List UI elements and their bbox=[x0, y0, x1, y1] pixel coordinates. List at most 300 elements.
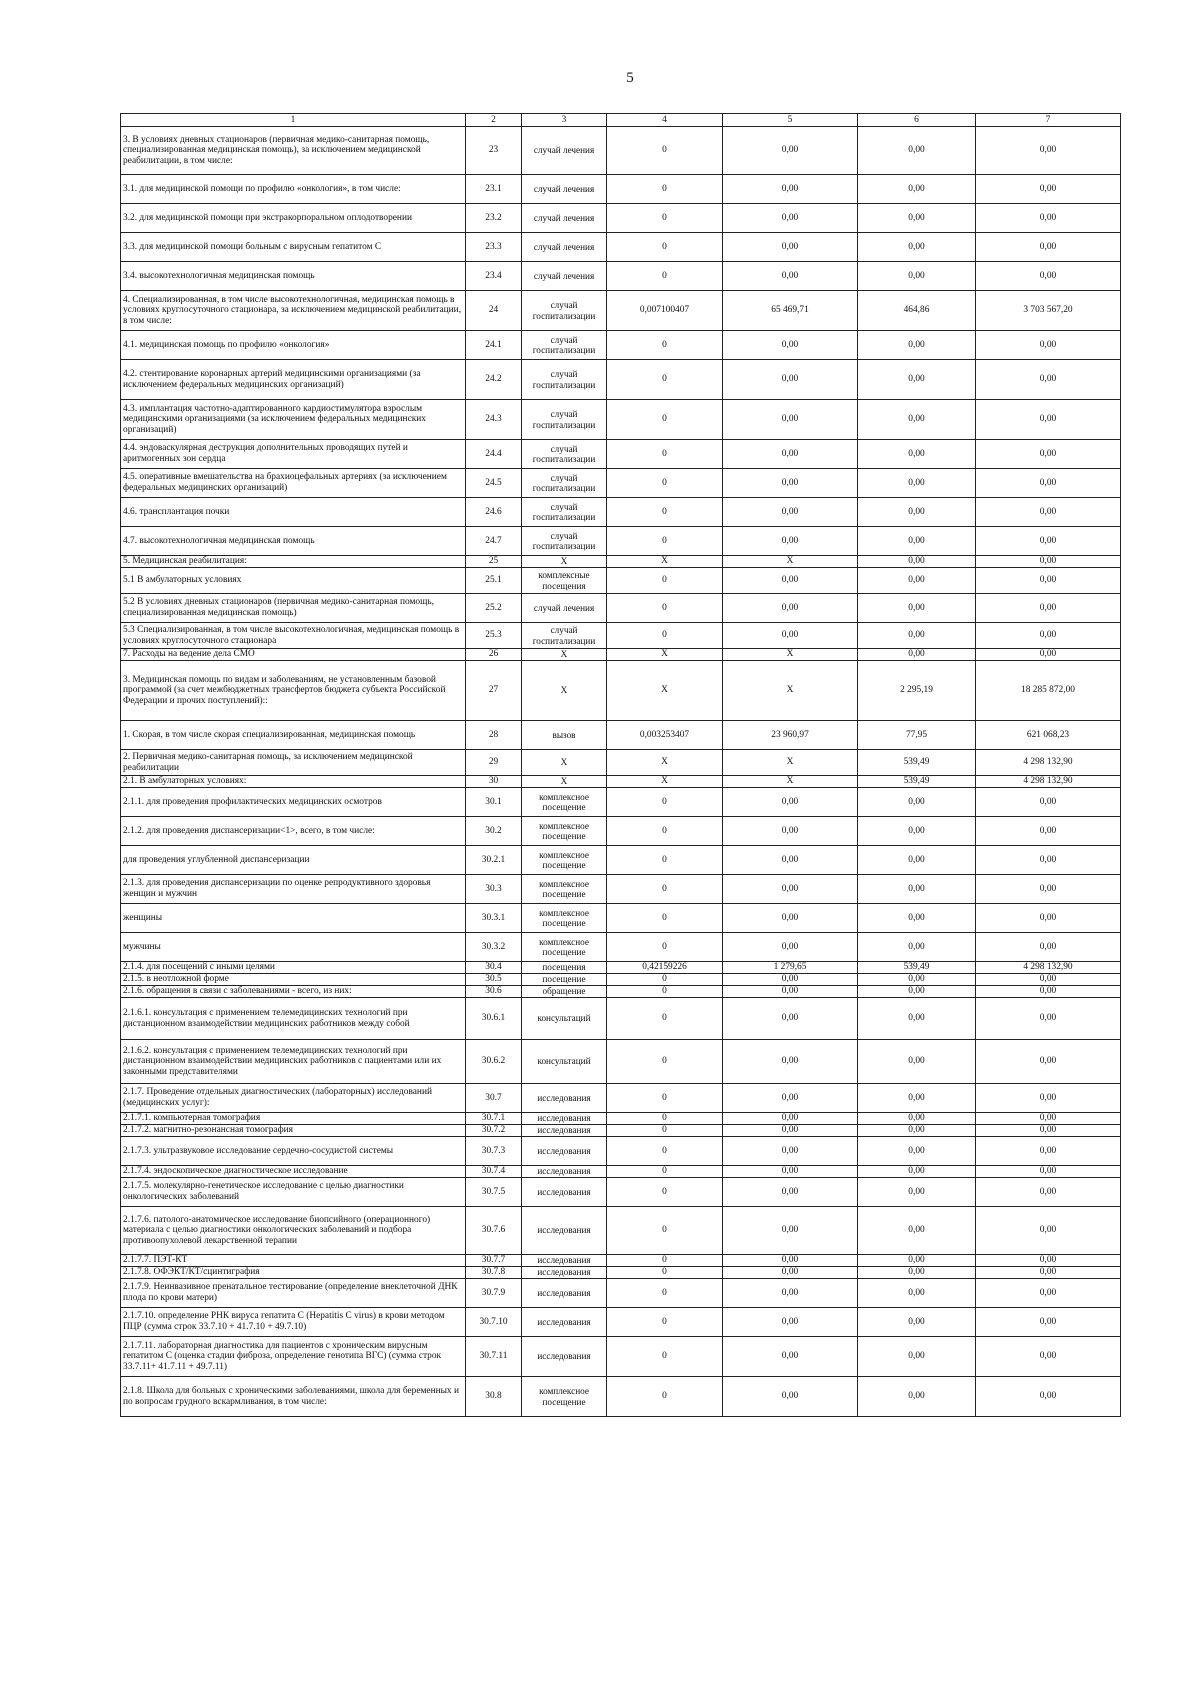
row-col5-cell: 0,00 bbox=[723, 933, 858, 962]
row-code-cell: 30.6 bbox=[466, 986, 522, 998]
row-col5-cell: 0,00 bbox=[723, 1125, 858, 1137]
row-col7-cell: 0,00 bbox=[976, 331, 1121, 360]
row-name-cell: 5.3 Специализированная, в том числе высокотехнологичная, медицинская помощь в условиях круглосуточного стационара bbox=[121, 623, 466, 649]
row-col5-cell: 0,00 bbox=[723, 974, 858, 986]
row-col7-cell: 0,00 bbox=[976, 1267, 1121, 1279]
table-header-row bbox=[121, 114, 1121, 127]
row-unit-cell: случай лечения bbox=[522, 233, 607, 262]
row-col5-cell: 0,00 bbox=[723, 1113, 858, 1125]
row-col5-cell: 0,00 bbox=[723, 1178, 858, 1207]
table-row bbox=[121, 962, 1121, 974]
row-code-cell: 30.6.2 bbox=[466, 1040, 522, 1084]
row-col5-cell: 0,00 bbox=[723, 127, 858, 175]
table-row bbox=[121, 1337, 1121, 1377]
row-col4-cell: 0 bbox=[607, 1178, 723, 1207]
row-col7-cell: 0,00 bbox=[976, 440, 1121, 469]
table-row bbox=[121, 623, 1121, 649]
row-name-cell: 5. Медицинская реабилитация: bbox=[121, 556, 466, 568]
table-row bbox=[121, 233, 1121, 262]
row-code-cell: 30.5 bbox=[466, 974, 522, 986]
row-col4-cell: 0 bbox=[607, 986, 723, 998]
row-unit-cell: X bbox=[522, 556, 607, 568]
row-col6-cell: 0,00 bbox=[858, 331, 976, 360]
table-row bbox=[121, 1040, 1121, 1084]
row-col6-cell: 0,00 bbox=[858, 1308, 976, 1337]
row-code-cell: 29 bbox=[466, 750, 522, 776]
row-name-cell: 2.1.7.11. лабораторная диагностика для пациентов с хроническим вирусным гепатитом С (оценка стадии фиброза, определение генотипа ВГС) (сумма строк 33.7.11+ 41.7.11 + 49.7.11) bbox=[121, 1337, 466, 1377]
row-name-cell: 4.2. стентирование коронарных артерий медицинскими организациями (за исключением федеральных медицинских организаций) bbox=[121, 360, 466, 400]
row-col4-cell: 0 bbox=[607, 933, 723, 962]
table-row bbox=[121, 1255, 1121, 1267]
row-col6-cell: 0,00 bbox=[858, 1207, 976, 1255]
row-name-cell: 2.1.2. для проведения диспансеризации<1>, всего, в том числе: bbox=[121, 817, 466, 846]
row-col4-cell: X bbox=[607, 556, 723, 568]
row-name-cell: 3.3. для медицинской помощи больным с вирусным гепатитом С bbox=[121, 233, 466, 262]
row-col6-cell: 0,00 bbox=[858, 127, 976, 175]
row-col7-cell: 0,00 bbox=[976, 556, 1121, 568]
row-col5-cell: 0,00 bbox=[723, 1255, 858, 1267]
row-col5-cell: 0,00 bbox=[723, 1137, 858, 1166]
row-col7-cell: 0,00 bbox=[976, 1178, 1121, 1207]
row-col4-cell: 0 bbox=[607, 846, 723, 875]
row-code-cell: 25 bbox=[466, 556, 522, 568]
row-name-cell: 2.1.7.10. определение РНК вируса гепатита С (Hepatitis C virus) в крови методом ПЦР (сумма строк 33.7.10 + 41.7.10 + 49.7.10) bbox=[121, 1308, 466, 1337]
row-col4-cell: 0 bbox=[607, 331, 723, 360]
row-col5-cell: 0,00 bbox=[723, 1308, 858, 1337]
row-col7-cell: 0,00 bbox=[976, 1113, 1121, 1125]
row-col5-cell: 0,00 bbox=[723, 998, 858, 1040]
row-col7-cell: 0,00 bbox=[976, 400, 1121, 440]
row-col7-cell: 0,00 bbox=[976, 1137, 1121, 1166]
row-col7-cell: 0,00 bbox=[976, 233, 1121, 262]
row-code-cell: 30.3.1 bbox=[466, 904, 522, 933]
row-col4-cell: 0 bbox=[607, 498, 723, 527]
row-col7-cell: 0,00 bbox=[976, 623, 1121, 649]
row-col6-cell: 0,00 bbox=[858, 998, 976, 1040]
row-name-cell: мужчины bbox=[121, 933, 466, 962]
row-code-cell: 30.8 bbox=[466, 1377, 522, 1417]
row-col7-cell: 0,00 bbox=[976, 904, 1121, 933]
row-unit-cell: случай лечения bbox=[522, 262, 607, 291]
table-row bbox=[121, 986, 1121, 998]
row-col7-cell: 0,00 bbox=[976, 998, 1121, 1040]
row-code-cell: 23.2 bbox=[466, 204, 522, 233]
row-unit-cell: комплексное посещение bbox=[522, 817, 607, 846]
row-col7-cell: 0,00 bbox=[976, 1255, 1121, 1267]
table-row bbox=[121, 175, 1121, 204]
table-row bbox=[121, 1207, 1121, 1255]
table-row bbox=[121, 788, 1121, 817]
row-unit-cell: случай лечения bbox=[522, 127, 607, 175]
row-code-cell: 30.7.5 bbox=[466, 1178, 522, 1207]
row-code-cell: 24.6 bbox=[466, 498, 522, 527]
row-col6-cell: 0,00 bbox=[858, 1255, 976, 1267]
row-name-cell: 2.1.3. для проведения диспансеризации по оценке репродуктивного здоровья женщин и мужчин bbox=[121, 875, 466, 904]
row-code-cell: 30.7.10 bbox=[466, 1308, 522, 1337]
row-col6-cell: 0,00 bbox=[858, 986, 976, 998]
row-name-cell: 2.1.7.4. эндоскопическое диагностическое исследование bbox=[121, 1166, 466, 1178]
row-col6-cell: 0,00 bbox=[858, 469, 976, 498]
row-col7-cell: 0,00 bbox=[976, 986, 1121, 998]
row-code-cell: 23.3 bbox=[466, 233, 522, 262]
row-col5-cell: 0,00 bbox=[723, 846, 858, 875]
row-col4-cell: 0 bbox=[607, 440, 723, 469]
row-code-cell: 25.1 bbox=[466, 568, 522, 594]
row-col5-cell: 0,00 bbox=[723, 233, 858, 262]
row-code-cell: 30.7.3 bbox=[466, 1137, 522, 1166]
row-name-cell: 2.1.7.6. патолого-анатомическое исследование биопсийного (операционного) материала с целью диагностики онкологических заболеваний и подбора противоопухолевой лекарственной терапии bbox=[121, 1207, 466, 1255]
row-col7-cell: 0,00 bbox=[976, 527, 1121, 556]
row-col5-cell: 0,00 bbox=[723, 1040, 858, 1084]
row-col7-cell: 0,00 bbox=[976, 262, 1121, 291]
row-col7-cell: 0,00 bbox=[976, 788, 1121, 817]
row-col5-cell: 0,00 bbox=[723, 817, 858, 846]
row-col7-cell: 621 068,23 bbox=[976, 721, 1121, 750]
row-unit-cell: комплексное посещение bbox=[522, 846, 607, 875]
row-col4-cell: 0 bbox=[607, 1337, 723, 1377]
row-col4-cell: 0 bbox=[607, 1137, 723, 1166]
row-unit-cell: X bbox=[522, 776, 607, 788]
row-col7-cell: 0,00 bbox=[976, 649, 1121, 661]
row-code-cell: 30.4 bbox=[466, 962, 522, 974]
column-header: 2 bbox=[466, 114, 522, 127]
row-col6-cell: 0,00 bbox=[858, 1267, 976, 1279]
row-col5-cell: 0,00 bbox=[723, 498, 858, 527]
row-name-cell: 2.1.7.2. магнитно-резонансная томография bbox=[121, 1125, 466, 1137]
row-code-cell: 25.2 bbox=[466, 594, 522, 623]
table-row bbox=[121, 933, 1121, 962]
table-row bbox=[121, 291, 1121, 331]
row-unit-cell: X bbox=[522, 750, 607, 776]
row-col6-cell: 539,49 bbox=[858, 750, 976, 776]
row-code-cell: 28 bbox=[466, 721, 522, 750]
row-col4-cell: 0 bbox=[607, 360, 723, 400]
row-col5-cell: 0,00 bbox=[723, 331, 858, 360]
row-name-cell: 2.1.4. для посещений с иными целями bbox=[121, 962, 466, 974]
row-col6-cell: 0,00 bbox=[858, 1137, 976, 1166]
row-col4-cell: 0 bbox=[607, 817, 723, 846]
row-code-cell: 30.6.1 bbox=[466, 998, 522, 1040]
row-unit-cell: исследования bbox=[522, 1308, 607, 1337]
row-name-cell: 3.1. для медицинской помощи по профилю «онкология», в том числе: bbox=[121, 175, 466, 204]
row-col4-cell: 0 bbox=[607, 623, 723, 649]
row-col4-cell: 0 bbox=[607, 875, 723, 904]
row-col4-cell: 0 bbox=[607, 527, 723, 556]
row-col6-cell: 0,00 bbox=[858, 233, 976, 262]
row-col6-cell: 0,00 bbox=[858, 1337, 976, 1377]
row-name-cell: 2.1.7.8. ОФЭКТ/КТ/сцинтиграфия bbox=[121, 1267, 466, 1279]
row-col6-cell: 0,00 bbox=[858, 1125, 976, 1137]
row-col4-cell: X bbox=[607, 649, 723, 661]
row-name-cell: 2.1.7.1. компьютерная томография bbox=[121, 1113, 466, 1125]
row-unit-cell: исследования bbox=[522, 1113, 607, 1125]
row-col7-cell: 0,00 bbox=[976, 204, 1121, 233]
row-col7-cell: 0,00 bbox=[976, 1040, 1121, 1084]
row-unit-cell: исследования bbox=[522, 1125, 607, 1137]
row-unit-cell: комплексное посещение bbox=[522, 788, 607, 817]
table-row bbox=[121, 1308, 1121, 1337]
row-name-cell: 2.1.8. Школа для больных с хроническими заболеваниями, школа для беременных и по вопросам грудного вскармливания, в том числе: bbox=[121, 1377, 466, 1417]
row-unit-cell: комплексное посещение bbox=[522, 904, 607, 933]
row-unit-cell: вызов bbox=[522, 721, 607, 750]
row-code-cell: 24.7 bbox=[466, 527, 522, 556]
row-col7-cell: 4 298 132,90 bbox=[976, 776, 1121, 788]
row-col7-cell: 0,00 bbox=[976, 594, 1121, 623]
row-col5-cell: 1 279,65 bbox=[723, 962, 858, 974]
table-row bbox=[121, 1113, 1121, 1125]
column-header: 4 bbox=[607, 114, 723, 127]
row-col5-cell: 0,00 bbox=[723, 1377, 858, 1417]
row-col6-cell: 0,00 bbox=[858, 568, 976, 594]
table-row bbox=[121, 331, 1121, 360]
row-col6-cell: 0,00 bbox=[858, 175, 976, 204]
row-name-cell: 2.1.7.5. молекулярно-генетическое исследование с целью диагностики онкологических заболеваний bbox=[121, 1178, 466, 1207]
row-unit-cell: случай лечения bbox=[522, 175, 607, 204]
row-col4-cell: 0 bbox=[607, 1207, 723, 1255]
row-code-cell: 23 bbox=[466, 127, 522, 175]
row-col4-cell: 0 bbox=[607, 1125, 723, 1137]
row-col6-cell: 0,00 bbox=[858, 594, 976, 623]
row-name-cell: 2.1.7. Проведение отдельных диагностических (лабораторных) исследований (медицинских услуг): bbox=[121, 1084, 466, 1113]
row-code-cell: 30.3 bbox=[466, 875, 522, 904]
row-col5-cell: X bbox=[723, 750, 858, 776]
row-col7-cell: 0,00 bbox=[976, 127, 1121, 175]
column-header: 7 bbox=[976, 114, 1121, 127]
table-row bbox=[121, 556, 1121, 568]
row-col4-cell: 0 bbox=[607, 1166, 723, 1178]
row-col4-cell: 0 bbox=[607, 904, 723, 933]
row-col5-cell: X bbox=[723, 556, 858, 568]
table-row bbox=[121, 527, 1121, 556]
row-code-cell: 24.3 bbox=[466, 400, 522, 440]
row-col5-cell: 0,00 bbox=[723, 986, 858, 998]
row-unit-cell: комплексное посещение bbox=[522, 875, 607, 904]
row-code-cell: 30.2 bbox=[466, 817, 522, 846]
row-col5-cell: 0,00 bbox=[723, 623, 858, 649]
table-row bbox=[121, 498, 1121, 527]
row-unit-cell: комплексные посещения bbox=[522, 568, 607, 594]
row-col6-cell: 0,00 bbox=[858, 788, 976, 817]
row-col5-cell: 0,00 bbox=[723, 400, 858, 440]
row-col6-cell: 2 295,19 bbox=[858, 661, 976, 721]
row-col6-cell: 0,00 bbox=[858, 262, 976, 291]
row-name-cell: 2.1.7.7. ПЭТ-КТ bbox=[121, 1255, 466, 1267]
row-col4-cell: 0 bbox=[607, 974, 723, 986]
row-col5-cell: 0,00 bbox=[723, 527, 858, 556]
row-col5-cell: 0,00 bbox=[723, 440, 858, 469]
row-col7-cell: 0,00 bbox=[976, 1207, 1121, 1255]
row-col7-cell: 0,00 bbox=[976, 817, 1121, 846]
table-row bbox=[121, 400, 1121, 440]
row-name-cell: женщины bbox=[121, 904, 466, 933]
row-col5-cell: 0,00 bbox=[723, 904, 858, 933]
row-col4-cell: 0 bbox=[607, 1255, 723, 1267]
row-col6-cell: 0,00 bbox=[858, 400, 976, 440]
table-row bbox=[121, 846, 1121, 875]
row-col5-cell: 0,00 bbox=[723, 1207, 858, 1255]
row-col7-cell: 18 285 872,00 bbox=[976, 661, 1121, 721]
row-unit-cell: случай госпитализации bbox=[522, 469, 607, 498]
row-unit-cell: комплексное посещение bbox=[522, 1377, 607, 1417]
row-col5-cell: 0,00 bbox=[723, 175, 858, 204]
row-col4-cell: 0 bbox=[607, 1308, 723, 1337]
row-col4-cell: 0 bbox=[607, 204, 723, 233]
table-row bbox=[121, 1267, 1121, 1279]
row-name-cell: 3. В условиях дневных стационаров (первичная медико-санитарная помощь, специализированная медицинская помощь), за исключением медицинской реабилитации, в том числе: bbox=[121, 127, 466, 175]
row-unit-cell: исследования bbox=[522, 1267, 607, 1279]
row-unit-cell: исследования bbox=[522, 1207, 607, 1255]
table-row bbox=[121, 1166, 1121, 1178]
row-unit-cell: случай госпитализации bbox=[522, 400, 607, 440]
row-col4-cell: 0 bbox=[607, 998, 723, 1040]
row-code-cell: 30.7.1 bbox=[466, 1113, 522, 1125]
row-col6-cell: 0,00 bbox=[858, 649, 976, 661]
row-name-cell: 2.1.6.1. консультация с применением телемедицинских технологий при дистанционном взаимодействии медицинских работников между собой bbox=[121, 998, 466, 1040]
row-col7-cell: 0,00 bbox=[976, 1084, 1121, 1113]
row-code-cell: 30.7.4 bbox=[466, 1166, 522, 1178]
table-row bbox=[121, 1125, 1121, 1137]
row-col7-cell: 0,00 bbox=[976, 1337, 1121, 1377]
row-col6-cell: 0,00 bbox=[858, 360, 976, 400]
row-col4-cell: X bbox=[607, 661, 723, 721]
column-header: 5 bbox=[723, 114, 858, 127]
row-code-cell: 27 bbox=[466, 661, 522, 721]
table-row bbox=[121, 594, 1121, 623]
row-unit-cell: исследования bbox=[522, 1255, 607, 1267]
row-code-cell: 24.4 bbox=[466, 440, 522, 469]
row-name-cell: 2.1.5. в неотложной форме bbox=[121, 974, 466, 986]
row-col4-cell: X bbox=[607, 750, 723, 776]
table-row bbox=[121, 262, 1121, 291]
table-row bbox=[121, 661, 1121, 721]
row-unit-cell: случай госпитализации bbox=[522, 360, 607, 400]
row-code-cell: 23.4 bbox=[466, 262, 522, 291]
row-name-cell: 2.1.7.3. ультразвуковое исследование сердечно-сосудистой системы bbox=[121, 1137, 466, 1166]
row-col7-cell: 0,00 bbox=[976, 1279, 1121, 1308]
row-name-cell: 4.4. эндоваскулярная деструкция дополнительных проводящих путей и аритмогенных зон сердца bbox=[121, 440, 466, 469]
row-unit-cell: X bbox=[522, 649, 607, 661]
row-name-cell: 5.1 В амбулаторных условиях bbox=[121, 568, 466, 594]
row-col6-cell: 0,00 bbox=[858, 1084, 976, 1113]
row-name-cell: 2.1. В амбулаторных условиях: bbox=[121, 776, 466, 788]
column-header: 6 bbox=[858, 114, 976, 127]
row-col6-cell: 0,00 bbox=[858, 623, 976, 649]
row-unit-cell: случай госпитализации bbox=[522, 440, 607, 469]
table-row bbox=[121, 568, 1121, 594]
row-col4-cell: X bbox=[607, 776, 723, 788]
row-col6-cell: 464,86 bbox=[858, 291, 976, 331]
row-unit-cell: случай госпитализации bbox=[522, 527, 607, 556]
row-unit-cell: случай госпитализации bbox=[522, 498, 607, 527]
row-col4-cell: 0 bbox=[607, 469, 723, 498]
table-row bbox=[121, 127, 1121, 175]
row-col5-cell: 0,00 bbox=[723, 1337, 858, 1377]
row-name-cell: 5.2 В условиях дневных стационаров (первичная медико-санитарная помощь, специализированная медицинская помощь) bbox=[121, 594, 466, 623]
row-code-cell: 24.5 bbox=[466, 469, 522, 498]
row-name-cell: 3. Медицинская помощь по видам и заболеваниям, не установленным базовой программой (за счет межбюджетных трансфертов бюджета субъекта Российской Федерации и прочих поступлений):: bbox=[121, 661, 466, 721]
table-row bbox=[121, 974, 1121, 986]
table-row bbox=[121, 1178, 1121, 1207]
table-row bbox=[121, 1279, 1121, 1308]
row-col4-cell: 0 bbox=[607, 1279, 723, 1308]
row-name-cell: 2. Первичная медико-санитарная помощь, за исключением медицинской реабилитации bbox=[121, 750, 466, 776]
row-col7-cell: 0,00 bbox=[976, 1125, 1121, 1137]
column-header: 1 bbox=[121, 114, 466, 127]
row-col7-cell: 0,00 bbox=[976, 846, 1121, 875]
row-col6-cell: 0,00 bbox=[858, 204, 976, 233]
row-col4-cell: 0 bbox=[607, 233, 723, 262]
row-col4-cell: 0,003253407 bbox=[607, 721, 723, 750]
row-unit-cell: консультаций bbox=[522, 998, 607, 1040]
table-row bbox=[121, 360, 1121, 400]
row-name-cell: 4.1. медицинская помощь по профилю «онкология» bbox=[121, 331, 466, 360]
row-code-cell: 30.3.2 bbox=[466, 933, 522, 962]
row-col6-cell: 77,95 bbox=[858, 721, 976, 750]
row-col4-cell: 0 bbox=[607, 1377, 723, 1417]
row-code-cell: 30.2.1 bbox=[466, 846, 522, 875]
row-name-cell: для проведения углубленной диспансеризации bbox=[121, 846, 466, 875]
row-code-cell: 24.1 bbox=[466, 331, 522, 360]
row-col6-cell: 0,00 bbox=[858, 904, 976, 933]
column-header: 3 bbox=[522, 114, 607, 127]
data-table bbox=[120, 113, 1121, 1417]
row-unit-cell: случай лечения bbox=[522, 204, 607, 233]
row-col5-cell: 0,00 bbox=[723, 875, 858, 904]
row-name-cell: 4.3. имплантация частотно-адаптированного кардиостимулятора взрослым медицинскими организациями (за исключением федеральных медицинских организаций) bbox=[121, 400, 466, 440]
row-unit-cell: случай лечения bbox=[522, 594, 607, 623]
row-code-cell: 30.7.7 bbox=[466, 1255, 522, 1267]
row-col5-cell: 0,00 bbox=[723, 360, 858, 400]
row-name-cell: 3.4. высокотехнологичная медицинская помощь bbox=[121, 262, 466, 291]
row-unit-cell: случай госпитализации bbox=[522, 291, 607, 331]
row-code-cell: 30 bbox=[466, 776, 522, 788]
row-name-cell: 4.6. трансплантация почки bbox=[121, 498, 466, 527]
table-row bbox=[121, 204, 1121, 233]
row-col5-cell: 0,00 bbox=[723, 262, 858, 291]
row-col6-cell: 0,00 bbox=[858, 1178, 976, 1207]
table-row bbox=[121, 721, 1121, 750]
row-col4-cell: 0,007100407 bbox=[607, 291, 723, 331]
row-unit-cell: исследования bbox=[522, 1279, 607, 1308]
row-code-cell: 30.1 bbox=[466, 788, 522, 817]
row-col5-cell: 0,00 bbox=[723, 1267, 858, 1279]
row-col4-cell: 0,42159226 bbox=[607, 962, 723, 974]
row-col5-cell: 0,00 bbox=[723, 469, 858, 498]
row-col6-cell: 0,00 bbox=[858, 875, 976, 904]
row-col5-cell: 0,00 bbox=[723, 204, 858, 233]
row-name-cell: 2.1.1. для проведения профилактических медицинских осмотров bbox=[121, 788, 466, 817]
row-unit-cell: исследования bbox=[522, 1166, 607, 1178]
table-row bbox=[121, 440, 1121, 469]
row-unit-cell: исследования bbox=[522, 1137, 607, 1166]
row-code-cell: 23.1 bbox=[466, 175, 522, 204]
row-unit-cell: случай госпитализации bbox=[522, 331, 607, 360]
row-name-cell: 4.7. высокотехнологичная медицинская помощь bbox=[121, 527, 466, 556]
row-col7-cell: 0,00 bbox=[976, 175, 1121, 204]
row-code-cell: 30.7.9 bbox=[466, 1279, 522, 1308]
row-code-cell: 24 bbox=[466, 291, 522, 331]
row-col7-cell: 0,00 bbox=[976, 498, 1121, 527]
row-unit-cell: исследования bbox=[522, 1178, 607, 1207]
row-col6-cell: 0,00 bbox=[858, 1166, 976, 1178]
row-col7-cell: 0,00 bbox=[976, 933, 1121, 962]
row-col6-cell: 0,00 bbox=[858, 1113, 976, 1125]
row-col5-cell: 0,00 bbox=[723, 1279, 858, 1308]
table-row bbox=[121, 998, 1121, 1040]
row-col6-cell: 0,00 bbox=[858, 1040, 976, 1084]
row-col6-cell: 0,00 bbox=[858, 846, 976, 875]
row-name-cell: 3.2. для медицинской помощи при экстракорпоральном оплодотворении bbox=[121, 204, 466, 233]
